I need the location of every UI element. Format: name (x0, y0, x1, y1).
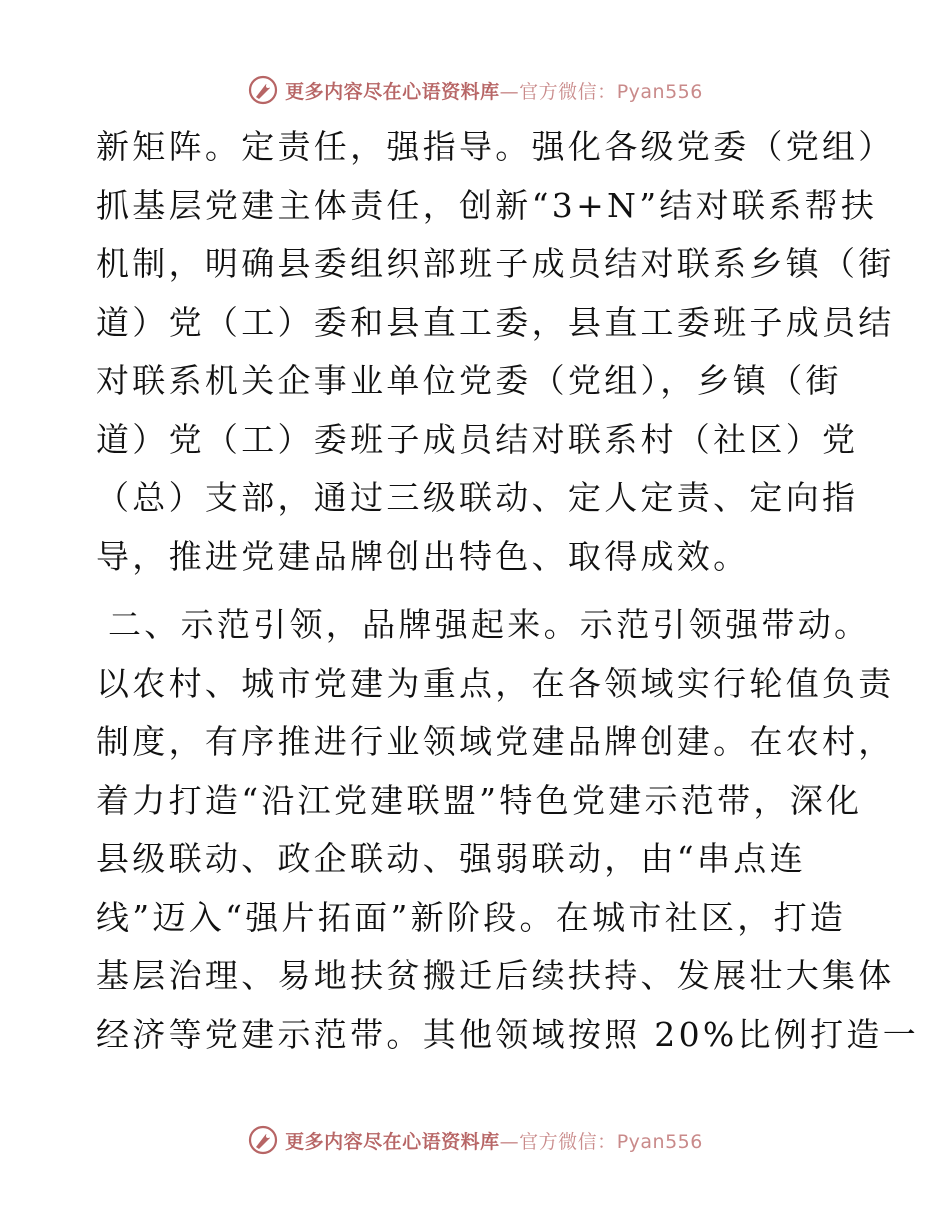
body-line-7: （总）支部，通过三级联动、定人定责、定向指 (96, 478, 859, 517)
body-line-10: 以农村、城市党建为重点，在各领域实行轮值负责 (96, 663, 895, 703)
body-line-13: 县级联动、政企联动、强弱联动，由“串点连 (96, 839, 806, 878)
body-line-1: 新矩阵。定责任，强指导。强化各级党委（党组） (96, 127, 895, 166)
body-line-16: 经济等党建示范带。其他领域按照 20%比例打造一 (96, 1014, 920, 1054)
body-line-15: 基层治理、易地扶贫搬迁后续扶持、发展壮大集体 (96, 956, 895, 995)
body-line-5: 对联系机关企事业单位党委（党组），乡镇（街 (96, 361, 842, 400)
watermark-wechat-id: Pyan556 (616, 1130, 703, 1153)
body-line-4: 道）党（工）委和县直工委，县直工委班子成员结 (96, 302, 895, 342)
pen-nib-logo-icon (247, 74, 279, 106)
header-watermark (0, 70, 950, 110)
section-heading-line: 二、示范引领，品牌强起来。示范引领强带动。 (108, 605, 871, 644)
body-line-3: 机制，明确县委组织部班子成员结对联系乡镇（街 (96, 244, 895, 283)
pen-nib-logo-icon (247, 1124, 279, 1156)
watermark-text (285, 77, 703, 104)
body-line-12: 着力打造“沿江党建联盟”特色党建示范带，深化 (96, 780, 863, 820)
body-line-11: 制度，有序推进行业领域党建品牌创建。在农村， (96, 722, 895, 761)
watermark-separator: — (499, 1130, 520, 1153)
document-body (96, 118, 920, 1064)
watermark-wechat-id: Pyan556 (616, 80, 703, 103)
watermark-text (285, 1127, 703, 1154)
body-line-14: 线”迈入“强片拓面”新阶段。在城市社区，打造 (96, 897, 847, 937)
watermark-site: 更多内容尽在心语资料库 (285, 1130, 500, 1153)
body-line-8: 导，推进党建品牌创出特色、取得成效。 (96, 536, 750, 576)
watermark-wechat-label: 官方微信： (519, 1130, 617, 1153)
body-line-2: 抓基层党建主体责任，创新“3+N”结对联系帮扶 (96, 185, 878, 225)
watermark-separator: — (499, 80, 520, 103)
watermark-site: 更多内容尽在心语资料库 (285, 80, 500, 103)
body-line-6: 道）党（工）委班子成员结对联系村（社区）党 (96, 419, 859, 459)
watermark-wechat-label: 官方微信： (519, 80, 617, 103)
footer-watermark (0, 1120, 950, 1160)
